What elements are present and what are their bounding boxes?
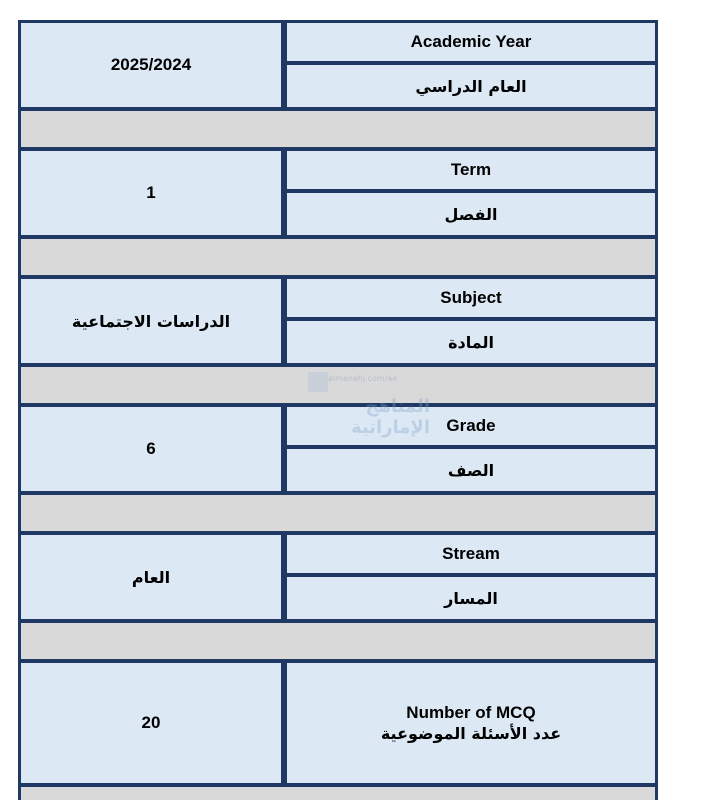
spacer-row bbox=[21, 367, 655, 403]
spacer-row bbox=[21, 623, 655, 659]
label-english: Term bbox=[287, 151, 655, 189]
grade-value: 6 bbox=[21, 407, 281, 491]
info-table bbox=[18, 20, 658, 800]
watermark-name: المناهج الإماراتية bbox=[350, 396, 430, 438]
label-arabic: المادة bbox=[287, 321, 655, 363]
spacer-row bbox=[21, 111, 655, 147]
subject-value: الدراسات الاجتماعية bbox=[21, 279, 281, 363]
label-arabic: العام الدراسي bbox=[287, 65, 655, 107]
academic-year-value: 2025/2024 bbox=[21, 23, 281, 107]
subject-label bbox=[287, 279, 655, 363]
watermark-url: almanahj.com/ae bbox=[328, 374, 398, 383]
label-arabic: عدد الأسئلة الموضوعية bbox=[380, 723, 562, 743]
label-arabic: المسار bbox=[287, 577, 655, 619]
table-row-academic-year bbox=[21, 23, 655, 107]
label-english: Stream bbox=[287, 535, 655, 573]
label-english: Grade bbox=[287, 407, 655, 445]
term-label bbox=[287, 151, 655, 235]
grade-label bbox=[287, 407, 655, 491]
academic-year-label bbox=[287, 23, 655, 107]
stream-label bbox=[287, 535, 655, 619]
spacer-row bbox=[21, 239, 655, 275]
stream-value: العام bbox=[21, 535, 281, 619]
label-arabic: الصف bbox=[287, 449, 655, 491]
table-row-mcq bbox=[21, 663, 655, 783]
spacer-row bbox=[21, 787, 655, 800]
table-row-grade bbox=[21, 407, 655, 491]
table-row-stream bbox=[21, 535, 655, 619]
spacer-row bbox=[21, 495, 655, 531]
label-english: Number of MCQ bbox=[406, 703, 536, 723]
table-row-subject bbox=[21, 279, 655, 363]
table-row-term bbox=[21, 151, 655, 235]
label-english: Academic Year bbox=[287, 23, 655, 61]
mcq-value: 20 bbox=[21, 663, 281, 783]
label-arabic: الفصل bbox=[287, 193, 655, 235]
mcq-label bbox=[287, 663, 655, 783]
label-english: Subject bbox=[287, 279, 655, 317]
term-value: 1 bbox=[21, 151, 281, 235]
